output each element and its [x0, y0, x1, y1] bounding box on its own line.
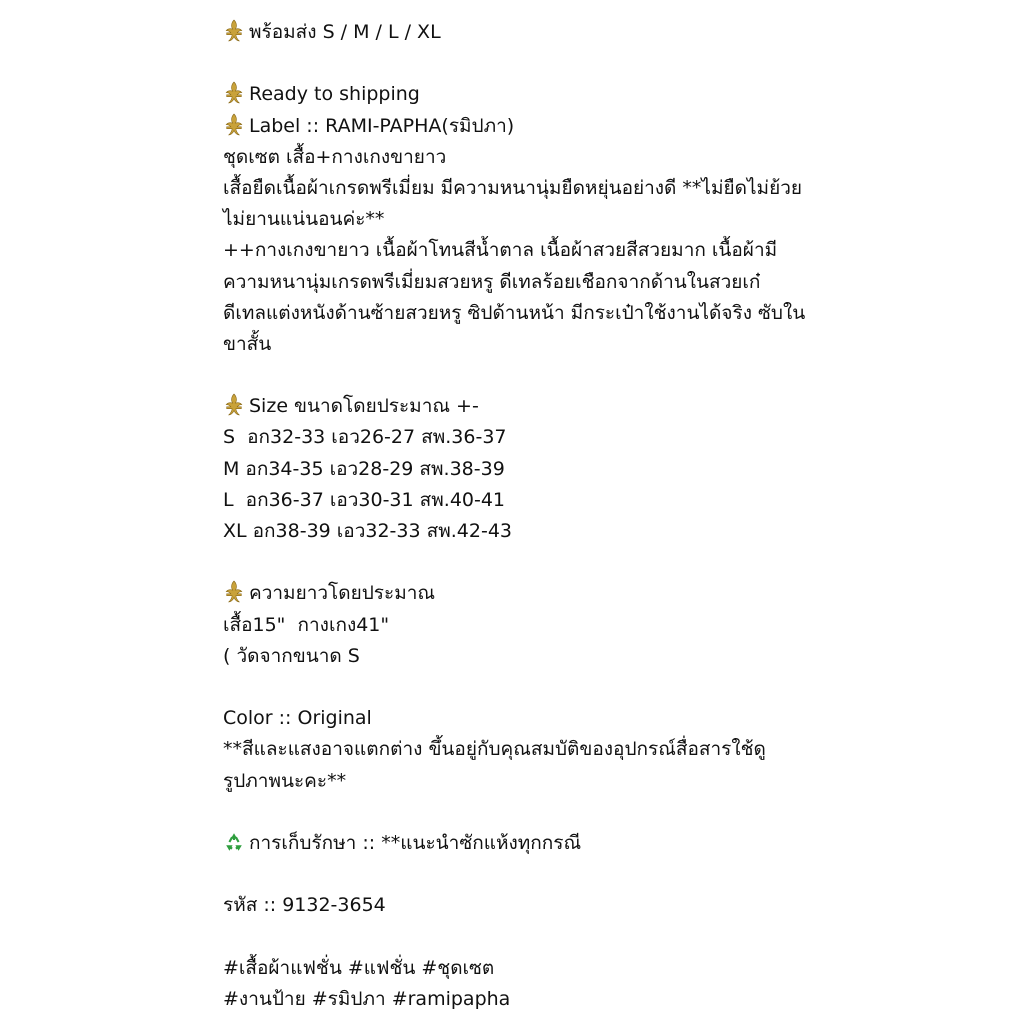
set-title-line: ชุดเซต เสื้อ+กางเกงขายาว	[223, 145, 447, 168]
color-note-line-1: **สีและแสงอาจแตกต่าง ขึ้นอยู่กับคุณสมบัติของอุปกรณ์สื่อสารใช้ดู	[223, 738, 766, 761]
hashtags-line-2: #งานป้าย #รมิปภา #ramipapha	[223, 987, 511, 1010]
recycle-icon	[223, 830, 245, 854]
size-s-line: S อก32-33 เอว26-27 สพ.36-37	[223, 426, 507, 449]
blank-line	[223, 547, 823, 578]
product-code-line: รหัส :: 9132-3654	[223, 894, 386, 917]
ready-to-ship-line	[223, 79, 823, 110]
length-heading-text: ความยาวโดยประมาณ	[249, 582, 436, 605]
care-text: การเก็บรักษา :: **แนะนำซักแห้งทุกกรณี	[249, 831, 582, 854]
measured-note-line: ( วัดจากขนาด S	[223, 644, 360, 667]
pants-description-line-3: ดีเทลแต่งหนังด้านซ้ายสวยหรู ซิปด้านหน้า มีกระเป๋าใช้งานได้จริง ซับใน	[223, 301, 806, 324]
stock-sizes-text: พร้อมส่ง S / M / L / XL	[249, 21, 441, 43]
blank-line	[223, 672, 823, 703]
shirt-description-line-1: เสื้อยืดเนื้อผ้าเกรดพรีเมี่ยม มีความหนานุ่มยืดหยุ่นอย่างดี **ไม่ยืดไม่ย้วย	[223, 176, 802, 199]
fleur-de-lis-icon	[223, 393, 245, 417]
stock-sizes-line	[223, 17, 823, 48]
label-line	[223, 111, 823, 142]
size-m-line: M อก34-35 เอว28-29 สพ.38-39	[223, 457, 505, 480]
blank-line	[223, 48, 823, 79]
shirt-description-line-2: ไม่ยานแน่นอนค่ะ**	[223, 208, 385, 231]
length-values-line: เสื้อ15" กางเกง41"	[223, 613, 390, 636]
size-heading-text: Size ขนาดโดยประมาณ +-	[249, 395, 479, 418]
length-heading-line	[223, 578, 823, 609]
fleur-de-lis-icon	[223, 81, 245, 105]
size-heading-line	[223, 391, 823, 422]
blank-line	[223, 859, 823, 890]
color-line: Color :: Original	[223, 707, 372, 730]
pants-description-line-1: ++กางเกงขายาว เนื้อผ้าโทนสีน้ำตาล เนื้อผ้าสวยสีสวยมาก เนื้อผ้ามี	[223, 239, 778, 262]
blank-line	[223, 921, 823, 952]
post-text	[223, 17, 823, 1015]
fleur-de-lis-icon	[223, 113, 245, 137]
fleur-de-lis-icon	[223, 580, 245, 604]
hashtags-line-1: #เสื้อผ้าแฟชั่น #แฟชั่น #ชุดเซต	[223, 956, 495, 979]
color-note-line-2: รูปภาพนะคะ**	[223, 769, 347, 792]
label-text: Label :: RAMI-PAPHA(รมิปภา)	[249, 114, 515, 137]
blank-line	[223, 797, 823, 828]
size-xl-line: XL อก38-39 เอว32-33 สพ.42-43	[223, 520, 512, 542]
fleur-de-lis-icon	[223, 19, 245, 43]
pants-description-line-2: ความหนานุ่มเกรดพรีเมี่ยมสวยหรู ดีเทลร้อยเชือกจากด้านในสวยเก๋	[223, 270, 761, 293]
size-l-line: L อก36-37 เอว30-31 สพ.40-41	[223, 488, 506, 511]
pants-description-line-4: ขาสั้น	[223, 332, 272, 355]
care-line	[223, 828, 823, 859]
blank-line	[223, 360, 823, 391]
ready-to-ship-text: Ready to shipping	[249, 83, 420, 106]
